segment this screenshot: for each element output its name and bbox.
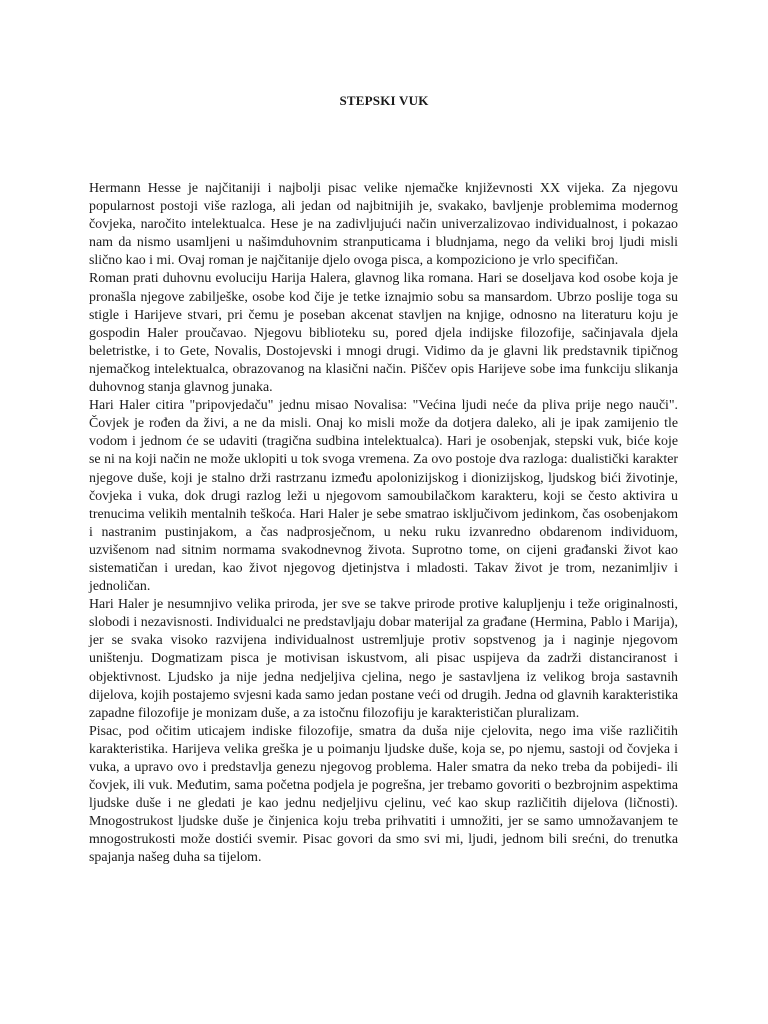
paragraph-novalis: Hari Haler citira "pripovjedaču" jednu misao Novalisa: "Većina ljudi neće da pliva prije nego nauči". Čovjek je rođen da živi, a ne da misli. Onaj ko misli može da dotjera daleko, ali je ipak zamijenio tle vodom i jednom će se udaviti (tragična sudbina intelektualca). Hari je osobenjak, stepski vuk, biće koje se ni na koji način ne može uklopiti u tok svoga vremena. Za ovo postoje dva razloga: dualistički karakter njegove duše, koji je stalno drži rastrzanu između apolonizijskog i dionizijskog, ljudskog bići životinje, čovjeka i vuka, dok drugi razlog leži u njegovom samoubilačkom karakteru, koji se često aktivira u trenucima velikih mentalnih teškoća. Hari Haler je sebe smatrao isključivom jedinkom, čas osobenjakom i nastranim pustinjakom, a čas nadprosječnom, u neku ruku izvanredno obdarenom individuom, uzvišenom nad sitnim normama svakodnevnog života. Suprotno tome, on cijeni građanski život kao sistematičan i uredan, kao život njegovog djetinjstva i mladosti. Takav život je trom, nezanimljiv i jednoličan. [89,398,678,595]
paragraph-soul: Pisac, pod očitim uticajem indiske filozofije, smatra da duša nije cjelovita, nego ima više različitih karakteristika. Harijeva velika greška je u poimanju ljudske duše, koja se, po njemu, sastoji od čovjeka i vuka, a upravo ovo i predstavlja genezu njegovog problema. Haler smatra da neko treba da pobijedi- ili čovjek, ili vuk. Međutim, sama početna podjela je pogrešna, jer trebamo govoriti o bezbrojnim aspektima ljudske duše i ne gledati je kao jednu nedjeljivu cjelinu, već kao skup različitih dijelova (ličnosti). Mnogostrukost ljudske duše je činjenica koju treba prihvatiti i umnožiti, jer se samo umnožavanjem te mnogostrukosti može dostići svemir. Pisac govori da smo svi mi, ljudi, jednom bili srećni, do trenutka spajanja našeg duha sa tijelom. [89,723,678,866]
document-body [89,180,678,868]
paragraph-individuality: Hari Haler je nesumnjivo velika priroda, jer sve se takve prirode protive kalupljenju i teže originalnosti, slobodi i nezavisnosti. Individualci ne predstavljaju dobar materijal za građane (Hermina, Pablo i Marija), jer se svaka visoko razvijena individualnost ustremljuje protiv sopstvenog ja i naginje njegovom uništenju. Dogmatizam pisca je motivisan iskustvom, ali pisac uspijeva da zadrži distanciranost i objektivnost. Ljudsko ja nije jedna nedjeljiva cjelina, nego je sastavljena iz velikog broja sastavnih dijelova, kojih postajemo svjesni kada samo jedan postane veći od drugih. Jedna od glavnih karakteristika zapadne filozofije je monizam duše, a za istočnu filozofiju je karakterističan pluralizam. [89,597,678,721]
paragraph-evolution: Roman prati duhovnu evoluciju Harija Halera, glavnog lika romana. Hari se doseljava kod osobe koja je pronašla njegove zabilješke, osobe kod čije je tetke iznajmio sobu sa mansardom. Ubrzo poslije toga su stigle i Harijeve stvari, pri čemu je poseban akcenat stavljen na knjige, odnosno na literaturu koju je gospodin Haler proučavao. Njegovu biblioteku su, pored djela indijske filozofije, sačinjavala djela beletristke, i to Gete, Novalis, Dostojevski i mnogi drugi. Vidimo da je glavni lik predstavnik tipičnog njemačkog intelektualca, obrazovanog na klasični način. Piščev opis Harijeve sobe ima funkciju slikanja duhovnog stanja glavnog junaka. [89,271,678,396]
paragraph-intro: Hermann Hesse je najčitaniji i najbolji pisac velike njemačke književnosti XX vijeka. Za njegovu popularnost postoji više razloga, ali jedan od najbitnijih je, svakako, bavljenje problemima modernog čovjeka, naročito intelektualca. Hese je na zadivljujući način univerzalizovao individualnost, i pokazao nam da nismo usamljeni u našimduhovnim stranputicama i bludnjama, nego da veliki broj ljudi misli slično kao i mi. Ovaj roman je najčitanije djelo ovoga pisca, a kompoziciono je vrlo specifičan. [89,181,678,269]
document-title: STEPSKI VUK [339,93,429,108]
